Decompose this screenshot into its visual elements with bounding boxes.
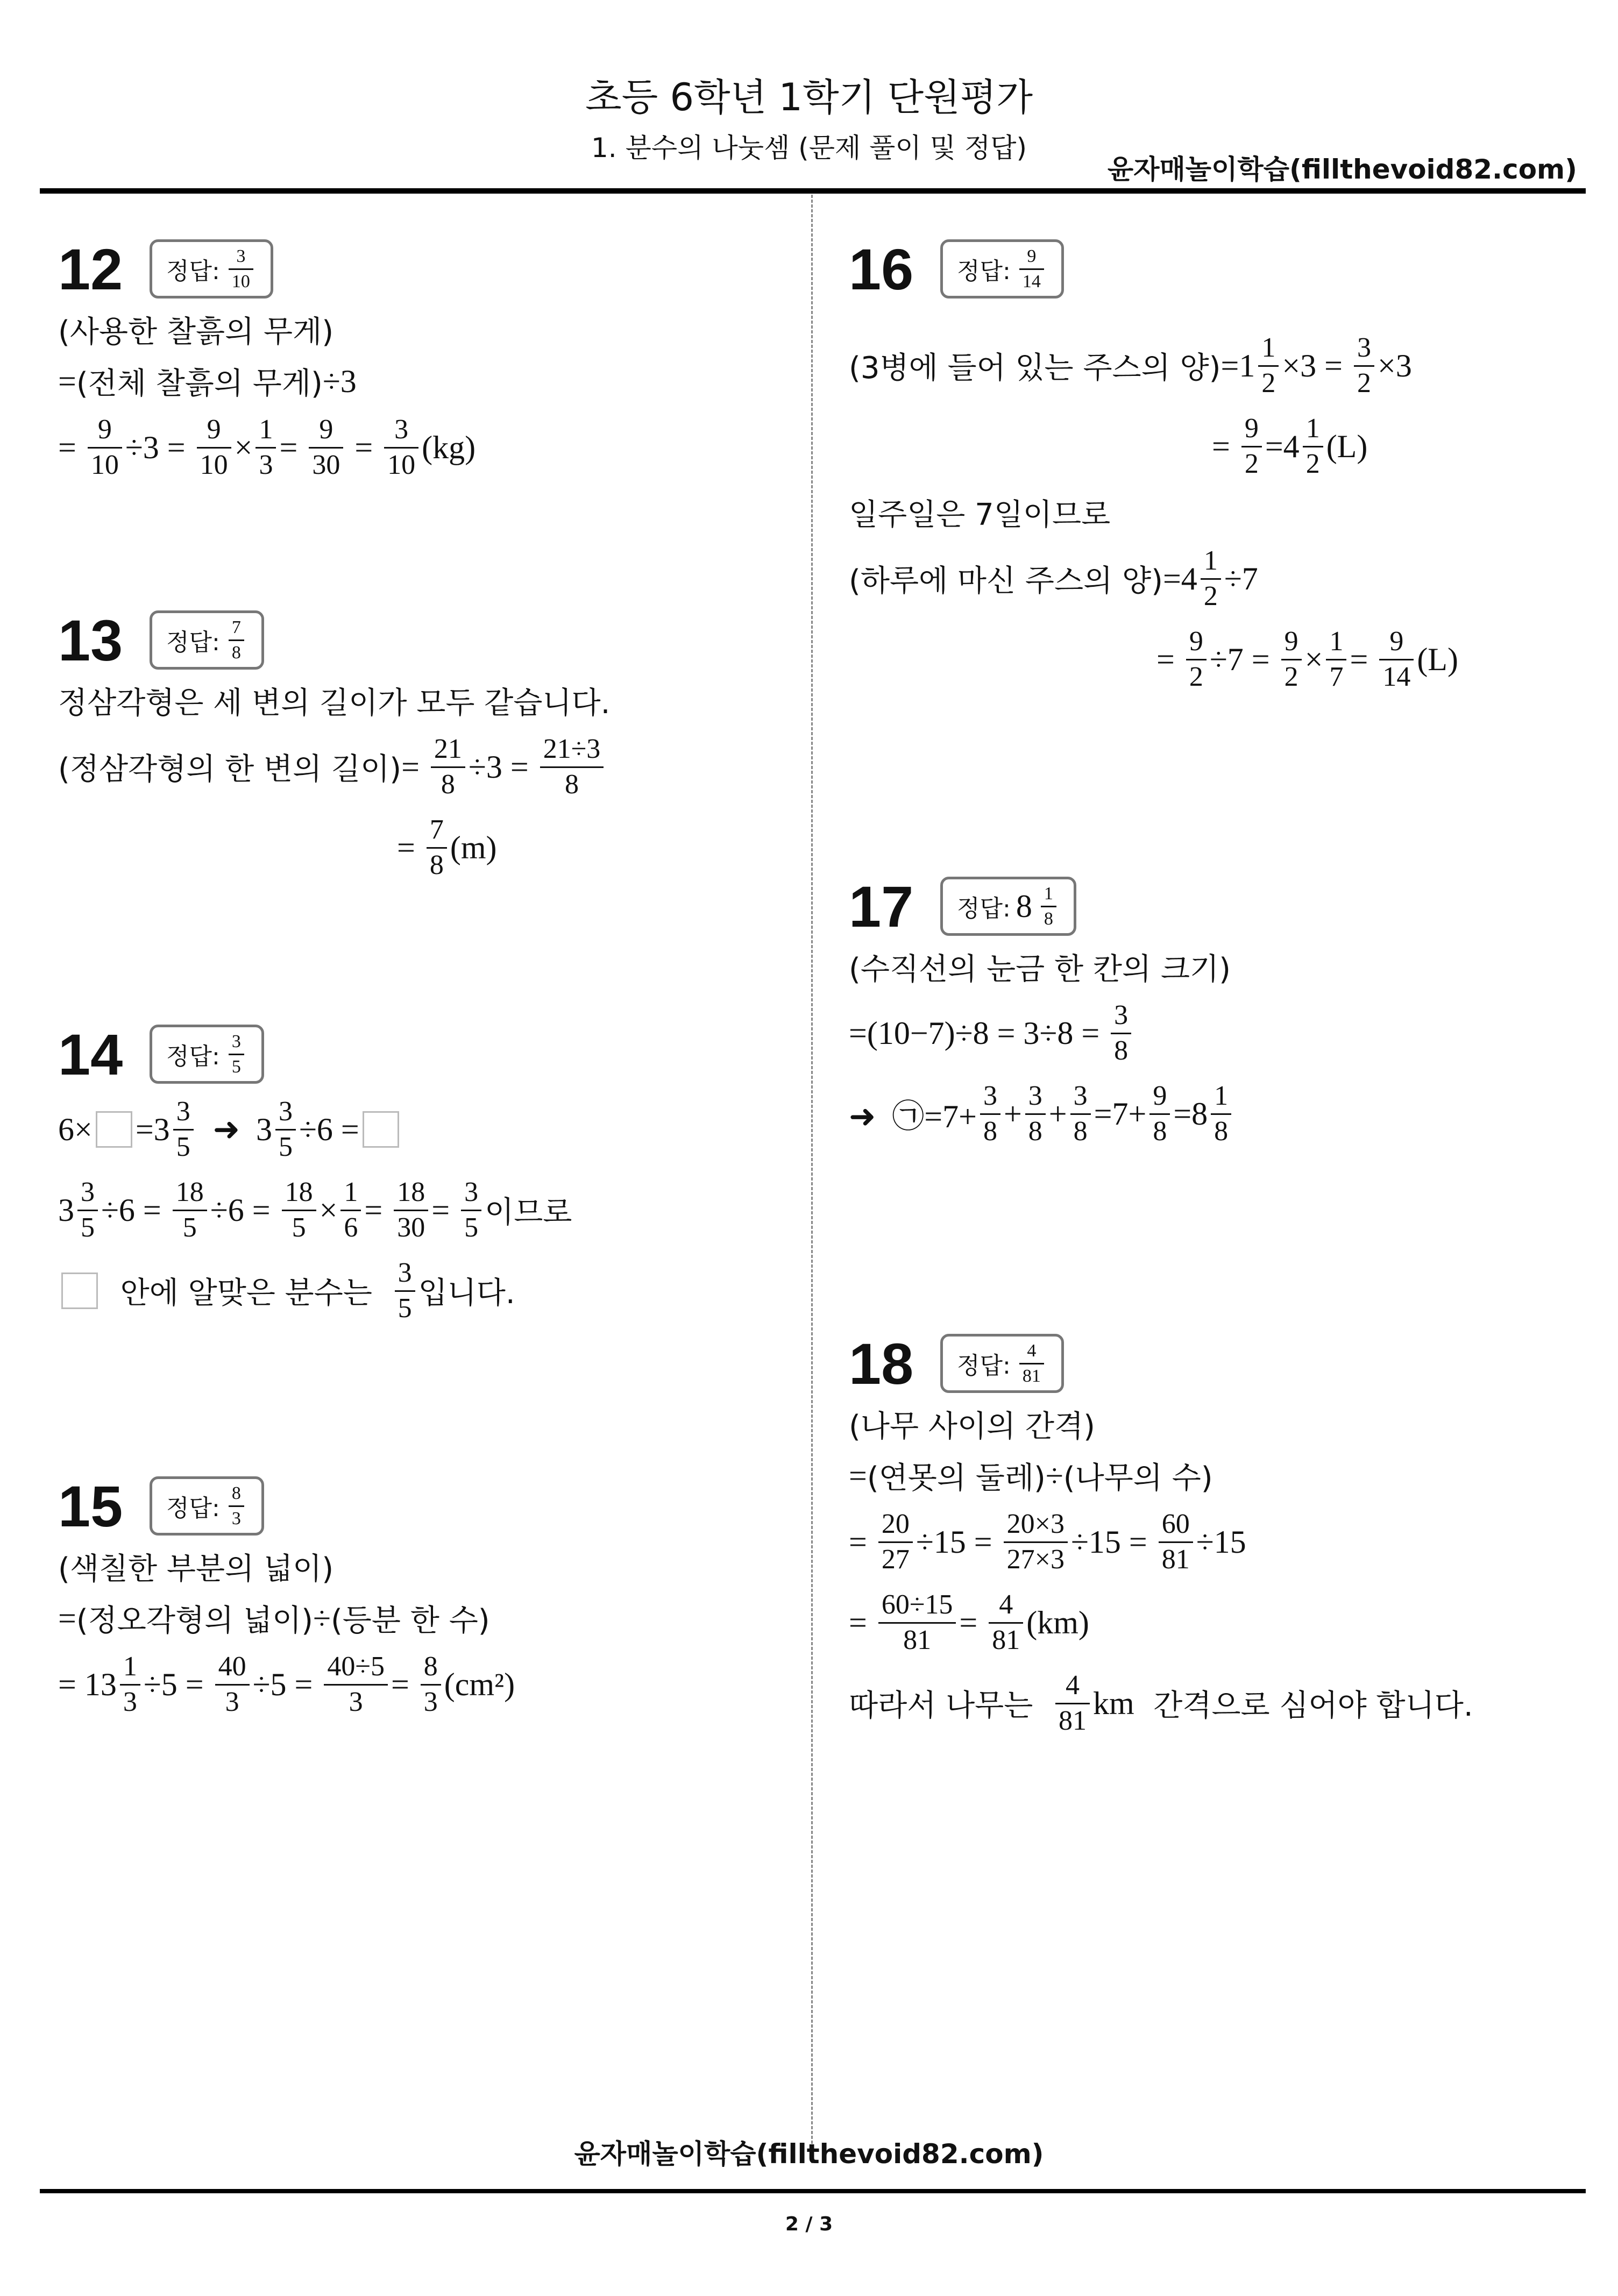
fraction	[540, 735, 604, 799]
problem-16	[849, 234, 1564, 700]
problem-header	[58, 1471, 773, 1541]
denominator: 81	[878, 1622, 956, 1655]
denominator: 81	[1055, 1703, 1090, 1736]
math-expression: =1	[1220, 347, 1255, 383]
column-divider	[811, 195, 813, 2163]
math-expression: ÷5 =	[252, 1666, 321, 1702]
denominator: 8	[229, 639, 244, 663]
math-expression: ×3 =	[1282, 347, 1351, 383]
numerator: 9	[319, 414, 333, 445]
numerator: 20	[881, 1508, 910, 1539]
solution-line	[58, 304, 773, 356]
numerator: 1	[1203, 545, 1218, 576]
math-expression: =	[431, 1192, 458, 1228]
answer-label: 정답:	[957, 895, 1011, 922]
problem-13	[58, 605, 773, 888]
problem-header	[58, 605, 773, 675]
numerator: 18	[285, 1176, 313, 1207]
solution-line	[58, 1644, 773, 1725]
numerator: 7	[429, 814, 444, 845]
math-expression: =3	[135, 1111, 170, 1147]
denominator: 14	[1379, 659, 1414, 692]
denominator: 5	[77, 1210, 98, 1243]
denominator: 3	[324, 1684, 388, 1717]
denominator: 5	[282, 1210, 316, 1243]
fraction	[197, 415, 231, 480]
problem-14	[58, 1019, 773, 1331]
math-expression: =	[279, 429, 306, 465]
numerator: 1	[259, 414, 273, 445]
denominator: 5	[229, 1054, 244, 1077]
fraction	[394, 1178, 428, 1242]
page-number: 2 / 3	[785, 2213, 833, 2235]
fraction	[282, 1178, 316, 1242]
denominator: 8	[540, 766, 604, 800]
math-expression: (km)	[1026, 1604, 1089, 1640]
math-expression: (L)	[1326, 428, 1368, 464]
math-expression: =8	[1173, 1096, 1208, 1132]
denominator: 2	[1241, 446, 1262, 479]
solution-line	[849, 406, 1564, 487]
math-expression: (kg)	[422, 429, 476, 465]
numerator: 8	[423, 1651, 438, 1682]
math-expression: +	[1048, 1096, 1067, 1132]
numerator: 4	[1027, 1340, 1037, 1361]
denominator: 81	[1019, 1363, 1044, 1386]
solution-line	[849, 1663, 1564, 1744]
solution-line	[58, 1089, 773, 1170]
fraction	[1159, 1510, 1193, 1574]
math-expression: = 13	[58, 1666, 117, 1702]
fraction	[1025, 1082, 1046, 1146]
denominator: 8	[431, 766, 465, 800]
solution-line	[58, 1250, 773, 1331]
denominator: 3	[215, 1684, 250, 1717]
denominator: 2	[1281, 659, 1302, 692]
fraction	[395, 1259, 415, 1323]
denominator: 10	[197, 447, 231, 480]
math-expression: ÷3 =	[468, 749, 537, 785]
blank-box	[61, 1273, 98, 1309]
fraction	[324, 1652, 388, 1717]
denominator: 3	[229, 1505, 244, 1529]
answer-box	[150, 239, 273, 298]
fraction	[431, 735, 465, 799]
fraction	[229, 1484, 244, 1528]
solution-text: (나무의 수)	[1063, 1461, 1213, 1496]
fraction	[1201, 546, 1221, 611]
denominator: 7	[1326, 659, 1346, 692]
fraction	[215, 1652, 250, 1717]
solution-line	[849, 1450, 1564, 1502]
fraction	[1055, 1671, 1090, 1736]
solution-text: 입니다.	[418, 1276, 515, 1311]
math-expression: =	[1212, 428, 1238, 464]
math-expression: =	[849, 1604, 875, 1640]
math-expression: ÷15 =	[1070, 1524, 1155, 1560]
problem-header	[849, 234, 1564, 304]
fraction	[1111, 1001, 1131, 1065]
math-expression: (L)	[1417, 641, 1458, 677]
math-expression: ÷	[1045, 1458, 1063, 1494]
denominator: 8	[1070, 1113, 1091, 1147]
math-expression: ÷6 =	[101, 1192, 169, 1228]
denominator: 27	[878, 1541, 913, 1575]
denominator: 2	[1186, 659, 1207, 692]
numerator: 9	[97, 414, 112, 445]
answer-label: 정답:	[166, 1043, 220, 1070]
numerator: 1	[1261, 332, 1276, 363]
numerator: 9	[1389, 625, 1404, 657]
numerator: 1	[344, 1176, 358, 1207]
numerator: 21	[434, 733, 462, 764]
solution-line	[58, 1170, 773, 1250]
answer-label: 정답:	[166, 629, 220, 656]
numerator: 1	[123, 1651, 137, 1682]
solution-line	[849, 1502, 1564, 1582]
solution-text: (연못의 둘레)	[867, 1461, 1046, 1496]
fraction	[173, 1178, 207, 1242]
fraction	[340, 1178, 361, 1242]
answer-box	[940, 239, 1064, 298]
fraction	[309, 415, 343, 480]
fraction	[1004, 1510, 1068, 1574]
problem-number: 15	[58, 1473, 123, 1539]
denominator: 30	[309, 447, 343, 480]
numerator: 3	[464, 1176, 479, 1207]
denominator: 3	[256, 447, 276, 480]
math-expression: =7+	[1094, 1096, 1147, 1132]
denominator: 27×3	[1004, 1541, 1068, 1575]
math-expression: 3	[58, 1192, 74, 1228]
denominator: 2	[1354, 365, 1374, 399]
math-expression: =(10−7)÷8 = 3÷8 =	[849, 1015, 1108, 1051]
solution-text: (나무 사이의 간격)	[849, 1409, 1095, 1444]
denominator: 8	[1149, 1113, 1170, 1147]
solution-text: (정삼각형의 한 변의 길이)	[58, 752, 402, 787]
fraction	[878, 1590, 956, 1655]
math-expression: =4	[1162, 560, 1197, 596]
numerator: 3	[278, 1096, 293, 1127]
solution-line	[849, 487, 1564, 538]
denominator: 8	[427, 847, 447, 880]
math-expression: =	[849, 1458, 867, 1494]
denominator: 8	[980, 1113, 1000, 1147]
blank-box	[96, 1111, 132, 1148]
numerator: 3	[176, 1096, 190, 1127]
numerator: 20×3	[1006, 1508, 1065, 1539]
problem-header	[58, 1019, 773, 1089]
problem-header	[58, 234, 773, 304]
problem-15	[58, 1471, 773, 1725]
fraction	[427, 815, 447, 880]
solution-text: (사용한 찰흙의 무게)	[58, 315, 334, 350]
problem-number: 13	[58, 607, 123, 673]
solution-text: (수직선의 눈금 한 칸의 크기)	[849, 952, 1231, 987]
denominator: 2	[1201, 578, 1221, 612]
solution-line	[849, 941, 1564, 993]
denominator: 2	[1258, 365, 1279, 399]
problem-12	[58, 234, 773, 488]
answer-label: 정답:	[957, 258, 1011, 285]
numerator: 3	[983, 1080, 997, 1111]
solution-line	[58, 727, 773, 807]
problem-number: 17	[849, 873, 914, 939]
fraction	[229, 247, 253, 291]
solution-line	[849, 993, 1564, 1074]
numerator: 9	[1189, 625, 1203, 657]
solution-text: 이므로	[485, 1195, 572, 1230]
math-expression: ÷6 =	[210, 1192, 279, 1228]
fraction	[120, 1652, 140, 1717]
page-title: 초등 6학년 1학기 단원평가	[585, 75, 1033, 119]
fraction	[1070, 1082, 1091, 1146]
solution-line	[58, 675, 773, 727]
numerator: 60÷15	[881, 1589, 953, 1620]
numerator: 3	[1073, 1080, 1088, 1111]
numerator: 1	[1214, 1080, 1229, 1111]
math-expression: =	[397, 829, 423, 865]
denominator: 5	[173, 1129, 194, 1162]
math-expression: =	[58, 363, 76, 399]
solution-text: 안에 알맞은 분수는	[101, 1276, 392, 1311]
footer-divider	[40, 2189, 1586, 2193]
math-expression: ÷6 =	[299, 1111, 359, 1147]
math-expression: =4	[1265, 428, 1300, 464]
denominator: 5	[395, 1290, 415, 1324]
solution-line	[58, 1593, 773, 1644]
answer-box	[150, 1025, 264, 1084]
numerator: 21÷3	[543, 733, 601, 764]
denominator: 5	[173, 1210, 207, 1243]
math-expression: ➜ 3	[196, 1112, 272, 1147]
problem-number: 12	[58, 236, 123, 302]
fraction	[229, 618, 244, 662]
fraction	[229, 1032, 244, 1076]
problem-number: 16	[849, 236, 914, 302]
solution-text: (색칠한 부분의 넓이)	[58, 1552, 334, 1587]
answer-box	[150, 1476, 264, 1536]
problem-header	[849, 871, 1564, 941]
solution-line	[849, 1074, 1564, 1154]
numerator: 40	[218, 1651, 246, 1682]
math-expression: ÷15	[1196, 1524, 1246, 1560]
math-expression: =	[364, 1192, 391, 1228]
denominator: 10	[229, 268, 253, 292]
numerator: 1	[1044, 883, 1053, 904]
denominator: 14	[1019, 268, 1044, 292]
solution-text: (전체 찰흙의 무게)	[76, 366, 323, 401]
fraction	[1303, 414, 1323, 479]
math-expression: ÷5 =	[143, 1666, 212, 1702]
math-expression: =	[959, 1604, 986, 1640]
answer-box	[940, 877, 1076, 936]
fraction	[1211, 1082, 1231, 1146]
math-expression: =	[58, 1600, 76, 1636]
numerator: 9	[207, 414, 221, 445]
fraction	[275, 1097, 296, 1162]
math-expression: ×3	[1378, 347, 1412, 383]
fraction	[77, 1178, 98, 1242]
math-expression: +	[1003, 1096, 1022, 1132]
numerator: 3	[231, 1031, 241, 1051]
math-expression: (m)	[450, 829, 497, 865]
fraction	[980, 1082, 1000, 1146]
page-subtitle: 1. 분수의 나눗셈 (문제 풀이 및 정답)	[591, 132, 1027, 164]
fraction	[989, 1590, 1023, 1655]
math-expression: ➜ ㉠=7+	[849, 1099, 977, 1134]
solution-text: (등분 한 수)	[330, 1603, 490, 1638]
math-expression: (cm²)	[444, 1666, 515, 1702]
denominator: 2	[1303, 446, 1323, 479]
numerator: 18	[175, 1176, 204, 1207]
math-expression: ÷	[313, 1600, 331, 1636]
numerator: 3	[236, 246, 246, 266]
math-expression: =	[58, 429, 84, 465]
problem-header	[849, 1328, 1564, 1398]
numerator: 60	[1161, 1508, 1190, 1539]
denominator: 81	[1159, 1541, 1193, 1575]
numerator: 9	[1284, 625, 1298, 657]
brand-footer: 윤자매놀이학습(fillthevoid82.com)	[574, 2138, 1044, 2170]
fraction	[1019, 1341, 1044, 1385]
fraction	[173, 1097, 194, 1162]
fraction	[1354, 333, 1374, 398]
denominator: 30	[394, 1210, 428, 1243]
fraction	[461, 1178, 481, 1242]
denominator: 81	[989, 1622, 1023, 1655]
solution-line	[849, 619, 1564, 700]
math-expression: ×	[234, 429, 253, 465]
math-expression: =	[401, 749, 428, 785]
numerator: 18	[397, 1176, 425, 1207]
solution-text: 일주일은 7일이므로	[849, 497, 1111, 532]
answer-whole: 8	[1016, 888, 1032, 924]
fraction	[1186, 627, 1207, 692]
denominator: 8	[1211, 1113, 1231, 1147]
answer-label: 정답:	[166, 1495, 220, 1522]
numerator: 7	[231, 617, 241, 637]
math-expression: =	[1350, 641, 1376, 677]
math-expression: ÷7	[1224, 560, 1258, 596]
math-expression: =	[1156, 641, 1183, 677]
problem-18	[849, 1328, 1564, 1744]
solution-line	[58, 1541, 773, 1593]
denominator: 5	[275, 1129, 296, 1162]
numerator: 9	[1153, 1080, 1167, 1111]
solution-text: (3병에 들어 있는 주스의 양)	[849, 351, 1221, 386]
math-expression: ÷3 =	[125, 429, 194, 465]
numerator: 3	[394, 414, 409, 445]
fraction	[1019, 247, 1044, 291]
numerator: 40÷5	[327, 1651, 385, 1682]
solution-line	[849, 1582, 1564, 1663]
fraction	[878, 1510, 913, 1574]
numerator: 3	[398, 1257, 412, 1288]
solution-line	[849, 538, 1564, 619]
numerator: 3	[1357, 332, 1372, 363]
denominator: 3	[120, 1684, 140, 1717]
fraction	[1258, 333, 1279, 398]
math-expression: =	[391, 1666, 417, 1702]
fraction	[88, 415, 122, 480]
fraction	[1281, 627, 1302, 692]
numerator: 8	[231, 1483, 241, 1503]
fraction	[1041, 884, 1056, 928]
fraction	[1241, 414, 1262, 479]
answer-box	[940, 1334, 1064, 1393]
math-expression: ÷15 =	[916, 1524, 1000, 1560]
solution-text: 정삼각형은 세 변의 길이가 모두 같습니다.	[58, 686, 611, 721]
answer-box	[150, 610, 264, 670]
denominator: 5	[461, 1210, 481, 1243]
denominator: 8	[1111, 1033, 1131, 1066]
header-divider	[40, 188, 1586, 194]
fraction	[1326, 627, 1346, 692]
fraction	[1379, 627, 1414, 692]
math-expression: ×	[1304, 641, 1323, 677]
math-expression: ÷3	[322, 363, 357, 399]
solution-line	[849, 1398, 1564, 1450]
solution-line	[58, 356, 773, 407]
problem-number: 14	[58, 1021, 123, 1087]
blank-box	[363, 1111, 399, 1148]
denominator: 6	[340, 1210, 361, 1243]
math-expression: ×	[319, 1192, 338, 1228]
answer-label: 정답:	[166, 258, 220, 285]
problem-17	[849, 871, 1564, 1154]
numerator: 3	[1028, 1080, 1042, 1111]
numerator: 4	[999, 1589, 1013, 1620]
solution-line	[58, 407, 773, 488]
math-expression: km	[1092, 1685, 1134, 1721]
brand-header: 윤자매놀이학습(fillthevoid82.com)	[1107, 154, 1577, 185]
solution-line	[58, 807, 773, 888]
denominator: 8	[1025, 1113, 1046, 1147]
numerator: 4	[1065, 1669, 1080, 1701]
numerator: 3	[1114, 999, 1129, 1030]
fraction	[421, 1652, 441, 1717]
denominator: 10	[384, 447, 418, 480]
denominator: 8	[1041, 906, 1056, 929]
solution-text: 따라서 나무는	[849, 1688, 1052, 1723]
fraction	[1149, 1082, 1170, 1146]
math-expression: 6×	[58, 1111, 93, 1147]
numerator: 1	[1329, 625, 1344, 657]
numerator: 1	[1305, 413, 1320, 444]
solution-text: 간격으로 심어야 합니다.	[1134, 1688, 1473, 1723]
numerator: 9	[1027, 246, 1037, 266]
numerator: 3	[81, 1176, 95, 1207]
numerator: 9	[1244, 413, 1259, 444]
fraction	[256, 415, 276, 480]
problem-number: 18	[849, 1331, 914, 1396]
solution-line	[849, 325, 1564, 406]
math-expression: =	[849, 1524, 875, 1560]
answer-label: 정답:	[957, 1352, 1011, 1380]
solution-text: (하루에 마신 주스의 양)	[849, 564, 1163, 599]
solution-text: (정오각형의 넓이)	[76, 1603, 314, 1638]
math-expression: ÷7 =	[1209, 641, 1278, 677]
denominator: 3	[421, 1684, 441, 1717]
math-expression: =	[346, 429, 381, 465]
fraction	[384, 415, 418, 480]
denominator: 10	[88, 447, 122, 480]
